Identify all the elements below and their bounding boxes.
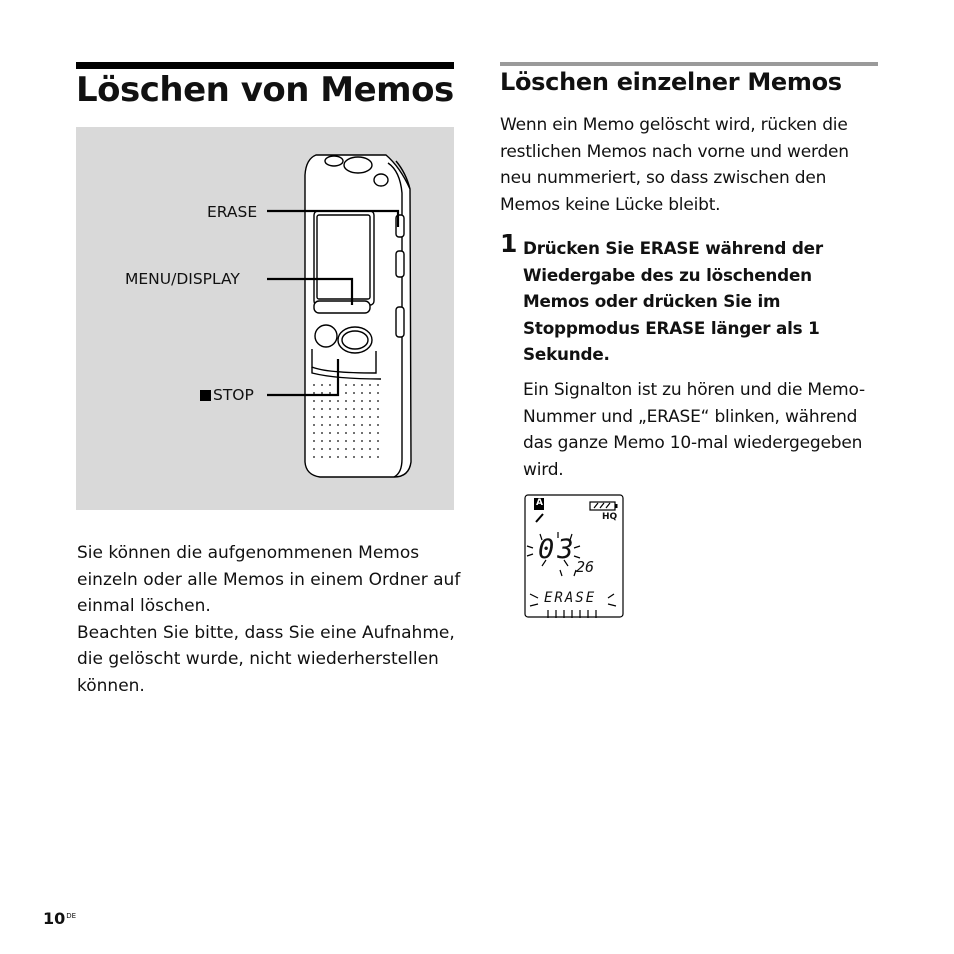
page-title: Löschen von Memos: [76, 70, 454, 110]
intro-paragraph-2: Beachten Sie bitte, dass Sie eine Aufnahme, die gelöscht wurde, nicht wiederherstellen können.: [77, 622, 455, 696]
page-number: 10DE: [43, 909, 77, 928]
mode-indicator: HQ: [602, 512, 618, 522]
menu-display-label: MENU/DISPLAY: [125, 270, 240, 288]
total-memos: 26: [576, 558, 595, 576]
erase-message: ERASE: [544, 590, 597, 606]
recorder-figure: [76, 127, 454, 510]
title-rule: [76, 62, 454, 69]
recorder-illustration: [76, 127, 454, 510]
section-rule: [500, 62, 878, 66]
lcd-display: [524, 494, 624, 618]
stop-label: STOP: [200, 386, 254, 404]
section-title: Löschen einzelner Memos: [500, 68, 842, 96]
memo-number: 03: [538, 534, 577, 565]
folder-letter: A: [536, 498, 543, 508]
language-code: DE: [66, 912, 77, 920]
intro-text: [77, 540, 462, 700]
square-stop-icon: [200, 390, 211, 401]
step-instruction: Drücken Sie ERASE während der Wiedergabe des zu löschenden Memos oder drücken Sie im Stoppmodus ERASE länger als 1 Sekunde.: [523, 238, 823, 365]
section-intro: Wenn ein Memo gelöscht wird, rücken die restlichen Memos nach vorne und werden neu nummeriert, so dass zwischen den Memos keine Lücke bleibt.: [500, 115, 849, 215]
erase-label: ERASE: [207, 203, 258, 221]
intro-paragraph-1: Sie können die aufgenommenen Memos einzeln oder alle Memos in einem Ordner auf einmal löschen.: [77, 543, 461, 617]
step-number: 1: [500, 229, 518, 258]
step-description: Ein Signalton ist zu hören und die Memo-Nummer und „ERASE“ blinken, während das ganze Memo 10-mal wiedergegeben wird.: [523, 380, 865, 480]
